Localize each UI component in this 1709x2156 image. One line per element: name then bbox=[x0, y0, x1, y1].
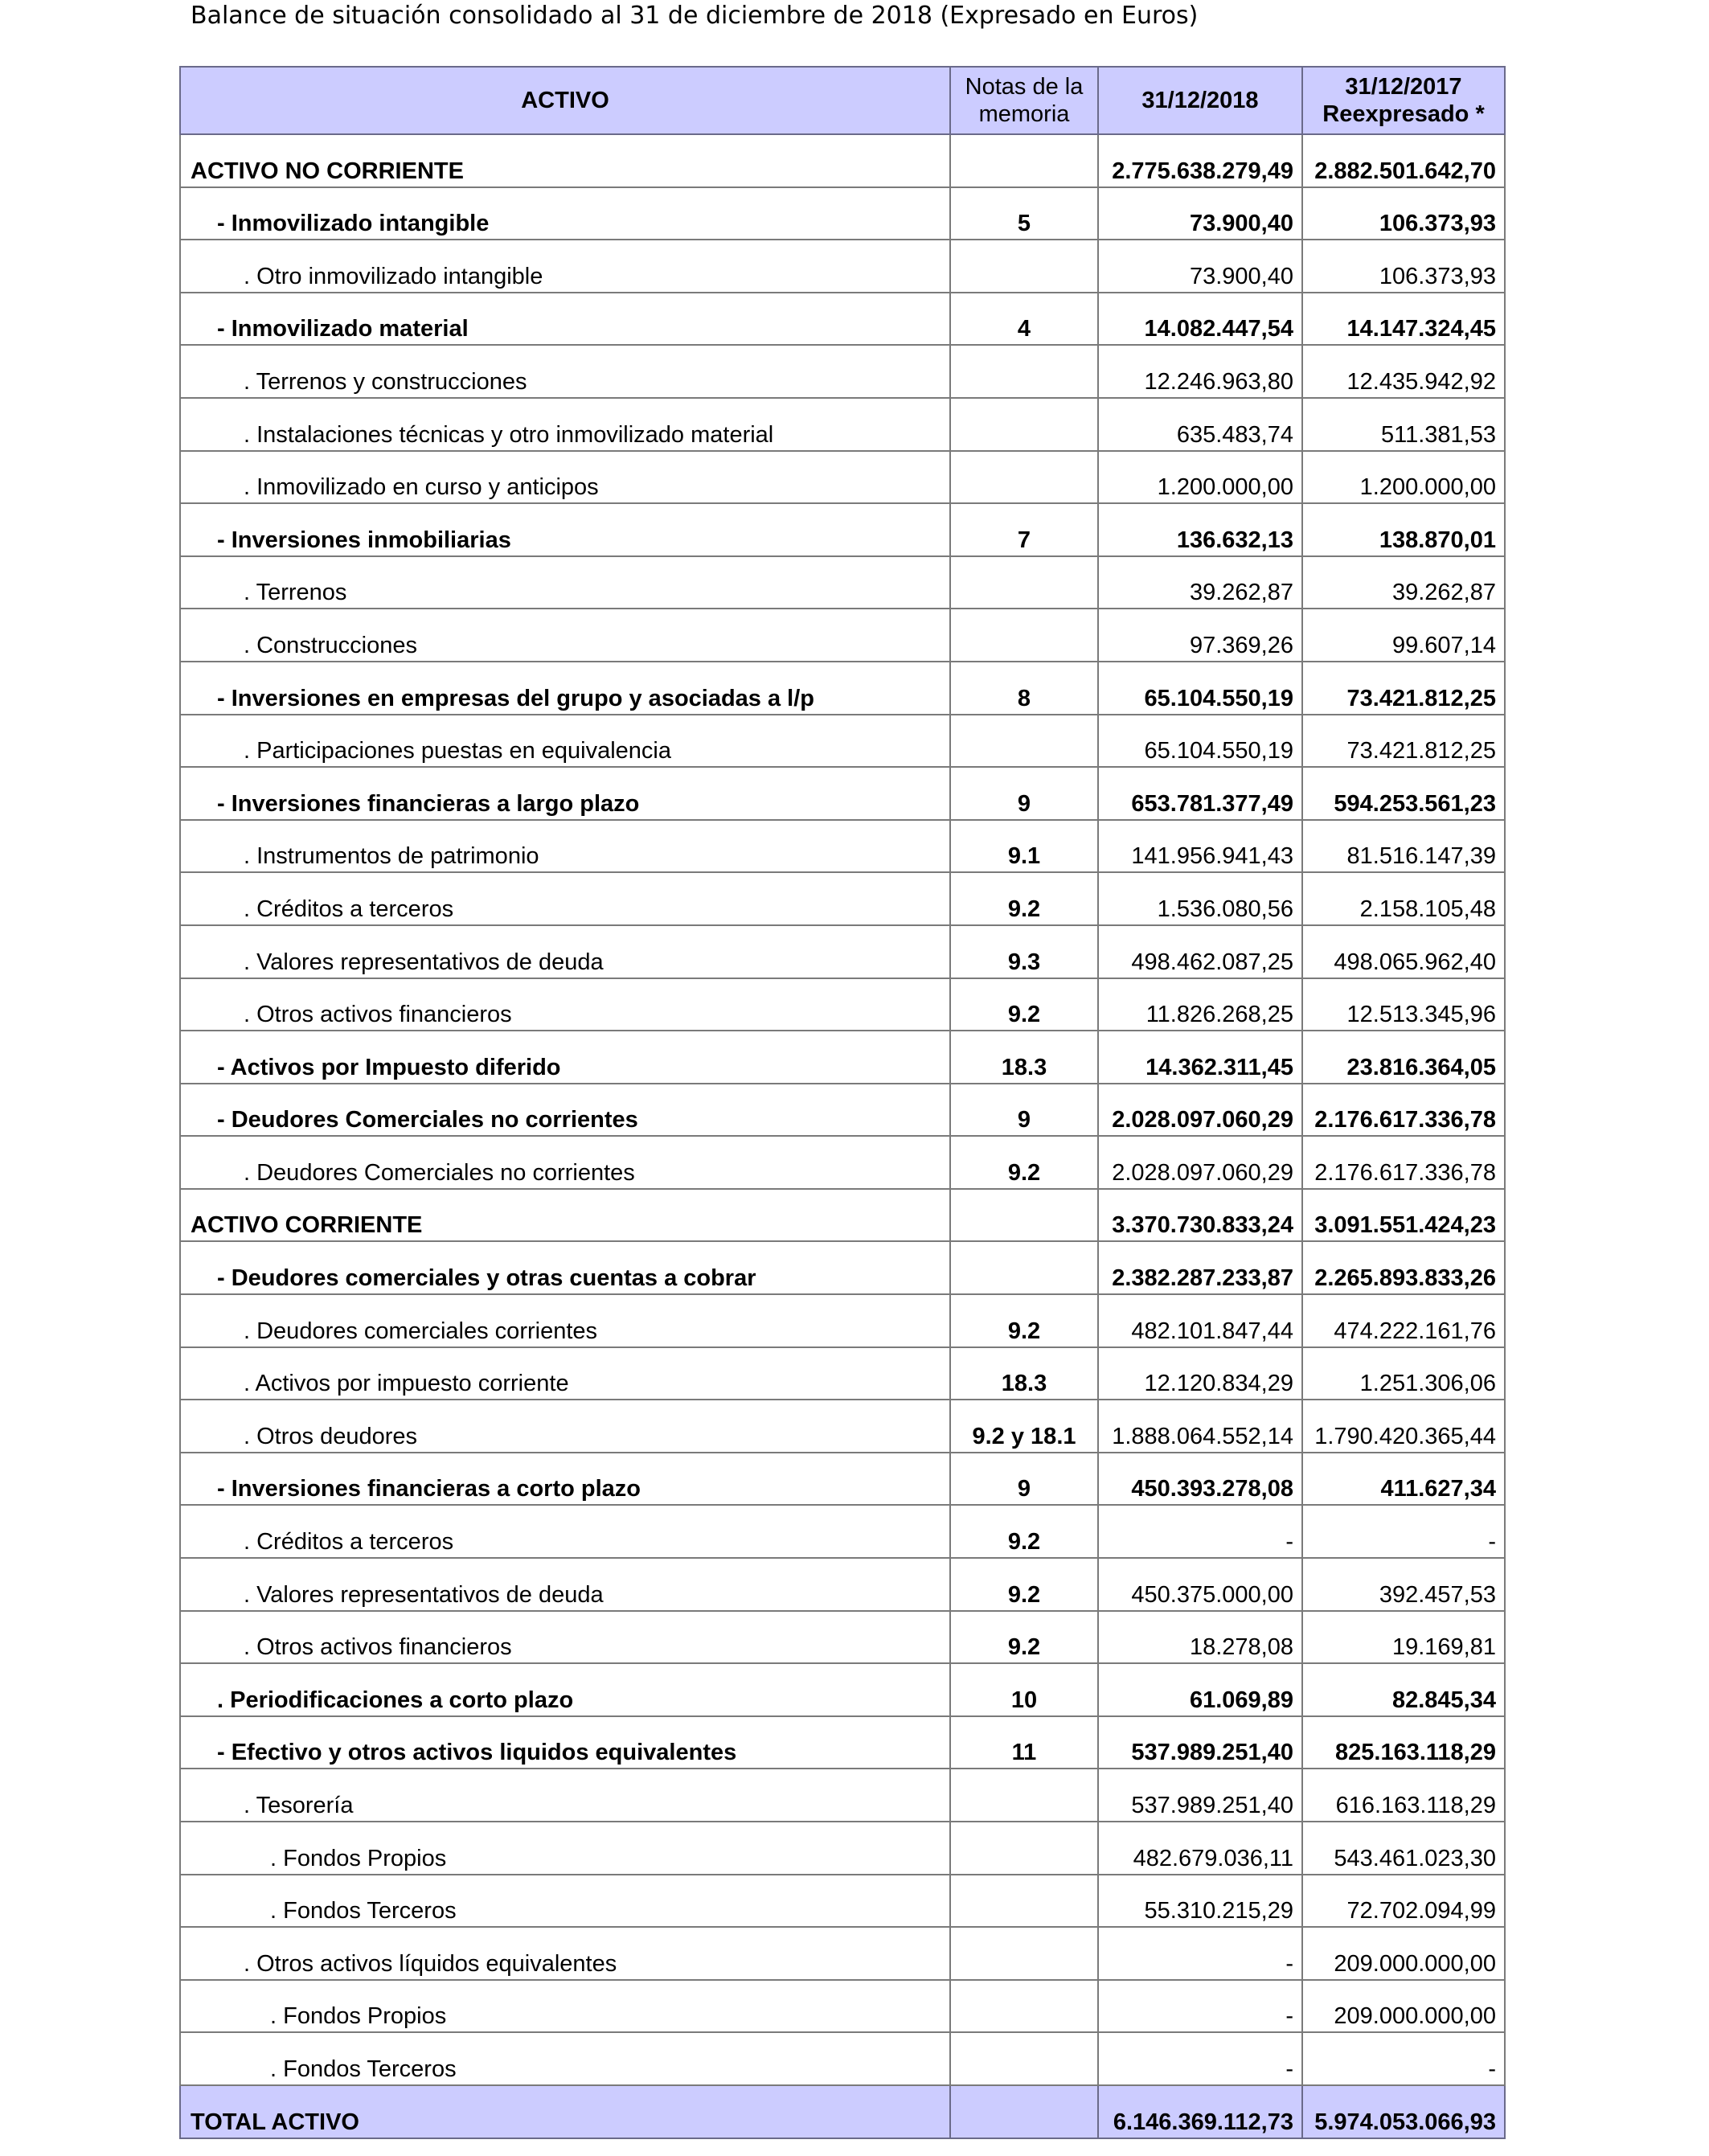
row-notes: 9 bbox=[950, 1453, 1098, 1506]
row-value-2018: 2.028.097.060,29 bbox=[1098, 1084, 1302, 1137]
row-value-2018: - bbox=[1098, 1505, 1302, 1558]
row-notes bbox=[950, 134, 1098, 187]
table-row bbox=[180, 240, 1505, 293]
row-notes: 11 bbox=[950, 1716, 1098, 1769]
col-header-notas bbox=[950, 67, 1098, 134]
row-value-2017: 99.607,14 bbox=[1302, 609, 1505, 662]
row-value-2017: - bbox=[1302, 1505, 1505, 1558]
row-notes: 9.2 y 18.1 bbox=[950, 1400, 1098, 1453]
table-row bbox=[180, 451, 1505, 504]
table-row bbox=[180, 1769, 1505, 1822]
row-value-2017: 23.816.364,05 bbox=[1302, 1031, 1505, 1084]
row-notes bbox=[950, 609, 1098, 662]
row-notes: 7 bbox=[950, 503, 1098, 556]
row-label: . Participaciones puestas en equivalencia bbox=[180, 715, 950, 768]
row-value-2018: 498.462.087,25 bbox=[1098, 925, 1302, 978]
row-value-2018: 39.262,87 bbox=[1098, 556, 1302, 609]
col-header-notas-line2: memoria bbox=[978, 101, 1070, 127]
table-row bbox=[180, 1241, 1505, 1294]
row-notes: 9.2 bbox=[950, 1136, 1098, 1189]
row-label: - Inversiones inmobiliarias bbox=[180, 503, 950, 556]
row-value-2017: 14.147.324,45 bbox=[1302, 293, 1505, 346]
table-row bbox=[180, 1189, 1505, 1242]
row-notes: 9 bbox=[950, 1084, 1098, 1137]
row-value-2018: 2.382.287.233,87 bbox=[1098, 1241, 1302, 1294]
row-label: . Otros activos financieros bbox=[180, 1611, 950, 1664]
row-value-2017: 543.461.023,30 bbox=[1302, 1822, 1505, 1875]
row-value-2017: 19.169,81 bbox=[1302, 1611, 1505, 1664]
row-label: . Fondos Propios bbox=[180, 1980, 950, 2033]
row-value-2018: 141.956.941,43 bbox=[1098, 820, 1302, 873]
row-label: . Construcciones bbox=[180, 609, 950, 662]
row-value-2018: 1.200.000,00 bbox=[1098, 451, 1302, 504]
row-label: . Tesorería bbox=[180, 1769, 950, 1822]
row-label: . Instalaciones técnicas y otro inmovilizado material bbox=[180, 398, 950, 451]
row-value-2017: 2.158.105,48 bbox=[1302, 872, 1505, 925]
row-value-2017: 392.457,53 bbox=[1302, 1558, 1505, 1611]
row-value-2017: 1.790.420.365,44 bbox=[1302, 1400, 1505, 1453]
total-notes bbox=[950, 2085, 1098, 2138]
row-notes: 9.2 bbox=[950, 978, 1098, 1031]
row-value-2017: 2.882.501.642,70 bbox=[1302, 134, 1505, 187]
row-label: - Inmovilizado material bbox=[180, 293, 950, 346]
row-value-2017: 2.265.893.833,26 bbox=[1302, 1241, 1505, 1294]
row-value-2018: 635.483,74 bbox=[1098, 398, 1302, 451]
row-value-2017: 616.163.118,29 bbox=[1302, 1769, 1505, 1822]
row-notes: 9.2 bbox=[950, 872, 1098, 925]
row-value-2018: - bbox=[1098, 1927, 1302, 1980]
table-row bbox=[180, 872, 1505, 925]
row-notes bbox=[950, 2032, 1098, 2085]
table-row bbox=[180, 398, 1505, 451]
row-notes: 9.2 bbox=[950, 1505, 1098, 1558]
row-value-2017: 474.222.161,76 bbox=[1302, 1294, 1505, 1347]
col-header-2018: 31/12/2018 bbox=[1098, 67, 1302, 134]
row-value-2017: 1.200.000,00 bbox=[1302, 451, 1505, 504]
row-notes: 9.2 bbox=[950, 1294, 1098, 1347]
table-row bbox=[180, 609, 1505, 662]
row-value-2018: 1.888.064.552,14 bbox=[1098, 1400, 1302, 1453]
row-notes bbox=[950, 1927, 1098, 1980]
row-label: . Otros activos financieros bbox=[180, 978, 950, 1031]
row-label: - Efectivo y otros activos liquidos equivalentes bbox=[180, 1716, 950, 1769]
table-row bbox=[180, 978, 1505, 1031]
row-value-2017: 498.065.962,40 bbox=[1302, 925, 1505, 978]
row-notes bbox=[950, 1875, 1098, 1928]
row-value-2018: 537.989.251,40 bbox=[1098, 1716, 1302, 1769]
row-notes: 9 bbox=[950, 767, 1098, 820]
row-value-2018: 61.069,89 bbox=[1098, 1663, 1302, 1716]
row-value-2017: 1.251.306,06 bbox=[1302, 1347, 1505, 1400]
table-row bbox=[180, 662, 1505, 715]
row-label: . Otro inmovilizado intangible bbox=[180, 240, 950, 293]
row-value-2018: 14.082.447,54 bbox=[1098, 293, 1302, 346]
col-header-2017-line2: Reexpresado * bbox=[1322, 101, 1485, 127]
total-row bbox=[180, 2085, 1505, 2138]
row-value-2018: 65.104.550,19 bbox=[1098, 715, 1302, 768]
table-row bbox=[180, 1084, 1505, 1137]
row-value-2018: 73.900,40 bbox=[1098, 240, 1302, 293]
row-value-2018: 14.362.311,45 bbox=[1098, 1031, 1302, 1084]
row-label: - Inversiones financieras a largo plazo bbox=[180, 767, 950, 820]
table-body bbox=[180, 134, 1505, 2138]
row-label: . Valores representativos de deuda bbox=[180, 1558, 950, 1611]
row-label: . Fondos Terceros bbox=[180, 2032, 950, 2085]
row-notes: 18.3 bbox=[950, 1347, 1098, 1400]
table-row bbox=[180, 187, 1505, 240]
table-row bbox=[180, 1558, 1505, 1611]
row-value-2018: 11.826.268,25 bbox=[1098, 978, 1302, 1031]
table-row bbox=[180, 2032, 1505, 2085]
row-label: - Deudores comerciales y otras cuentas a cobrar bbox=[180, 1241, 950, 1294]
row-label: . Activos por impuesto corriente bbox=[180, 1347, 950, 1400]
row-value-2017: 825.163.118,29 bbox=[1302, 1716, 1505, 1769]
row-label: - Activos por Impuesto diferido bbox=[180, 1031, 950, 1084]
table-row bbox=[180, 1294, 1505, 1347]
table-row bbox=[180, 1875, 1505, 1928]
table-row bbox=[180, 1031, 1505, 1084]
row-notes bbox=[950, 345, 1098, 398]
table-row bbox=[180, 1611, 1505, 1664]
row-notes bbox=[950, 1769, 1098, 1822]
col-header-2017-line1: 31/12/2017 bbox=[1345, 74, 1462, 100]
table-row bbox=[180, 820, 1505, 873]
row-notes: 10 bbox=[950, 1663, 1098, 1716]
row-value-2018: 537.989.251,40 bbox=[1098, 1769, 1302, 1822]
row-notes bbox=[950, 398, 1098, 451]
row-value-2018: 1.536.080,56 bbox=[1098, 872, 1302, 925]
row-label: . Terrenos bbox=[180, 556, 950, 609]
row-label: . Créditos a terceros bbox=[180, 872, 950, 925]
row-label: . Instrumentos de patrimonio bbox=[180, 820, 950, 873]
table-header bbox=[180, 67, 1505, 134]
row-value-2018: 653.781.377,49 bbox=[1098, 767, 1302, 820]
table-row bbox=[180, 1927, 1505, 1980]
row-value-2018: 55.310.215,29 bbox=[1098, 1875, 1302, 1928]
row-value-2017: 209.000.000,00 bbox=[1302, 1980, 1505, 2033]
row-label: . Deudores comerciales corrientes bbox=[180, 1294, 950, 1347]
row-notes: 9.3 bbox=[950, 925, 1098, 978]
table-row bbox=[180, 1663, 1505, 1716]
row-value-2017: 39.262,87 bbox=[1302, 556, 1505, 609]
row-label: . Créditos a terceros bbox=[180, 1505, 950, 1558]
row-label: . Terrenos y construcciones bbox=[180, 345, 950, 398]
row-notes: 9.1 bbox=[950, 820, 1098, 873]
row-notes bbox=[950, 556, 1098, 609]
table-row bbox=[180, 1136, 1505, 1189]
table-row bbox=[180, 1716, 1505, 1769]
header-row bbox=[180, 67, 1505, 134]
row-notes bbox=[950, 715, 1098, 768]
row-value-2017: 12.513.345,96 bbox=[1302, 978, 1505, 1031]
total-value-2018: 6.146.369.112,73 bbox=[1098, 2085, 1302, 2138]
total-value-2017: 5.974.053.066,93 bbox=[1302, 2085, 1505, 2138]
row-value-2017: 594.253.561,23 bbox=[1302, 767, 1505, 820]
table-row bbox=[180, 1980, 1505, 2033]
table-row bbox=[180, 1505, 1505, 1558]
row-label: . Deudores Comerciales no corrientes bbox=[180, 1136, 950, 1189]
row-value-2018: 97.369,26 bbox=[1098, 609, 1302, 662]
table-row bbox=[180, 767, 1505, 820]
row-value-2017: - bbox=[1302, 2032, 1505, 2085]
row-label: - Deudores Comerciales no corrientes bbox=[180, 1084, 950, 1137]
row-value-2017: 73.421.812,25 bbox=[1302, 715, 1505, 768]
row-value-2017: 3.091.551.424,23 bbox=[1302, 1189, 1505, 1242]
table-row bbox=[180, 925, 1505, 978]
table-row bbox=[180, 1347, 1505, 1400]
row-value-2018: 65.104.550,19 bbox=[1098, 662, 1302, 715]
table-row bbox=[180, 1400, 1505, 1453]
row-notes bbox=[950, 240, 1098, 293]
row-notes: 9.2 bbox=[950, 1558, 1098, 1611]
row-value-2017: 2.176.617.336,78 bbox=[1302, 1084, 1505, 1137]
row-value-2017: 72.702.094,99 bbox=[1302, 1875, 1505, 1928]
row-label: ACTIVO NO CORRIENTE bbox=[180, 134, 950, 187]
row-notes bbox=[950, 451, 1098, 504]
row-value-2018: 73.900,40 bbox=[1098, 187, 1302, 240]
col-header-notas-line1: Notas de la bbox=[965, 74, 1084, 100]
row-label: . Valores representativos de deuda bbox=[180, 925, 950, 978]
row-value-2017: 106.373,93 bbox=[1302, 240, 1505, 293]
row-value-2018: - bbox=[1098, 2032, 1302, 2085]
row-label: ACTIVO CORRIENTE bbox=[180, 1189, 950, 1242]
row-value-2017: 209.000.000,00 bbox=[1302, 1927, 1505, 1980]
row-value-2017: 511.381,53 bbox=[1302, 398, 1505, 451]
row-value-2017: 81.516.147,39 bbox=[1302, 820, 1505, 873]
row-value-2018: 450.375.000,00 bbox=[1098, 1558, 1302, 1611]
table-row bbox=[180, 293, 1505, 346]
row-label: - Inversiones en empresas del grupo y asociadas a l/p bbox=[180, 662, 950, 715]
row-notes: 9.2 bbox=[950, 1611, 1098, 1664]
row-notes bbox=[950, 1241, 1098, 1294]
row-value-2018: - bbox=[1098, 1980, 1302, 2033]
row-value-2018: 18.278,08 bbox=[1098, 1611, 1302, 1664]
row-value-2018: 482.679.036,11 bbox=[1098, 1822, 1302, 1875]
row-label: . Otros activos líquidos equivalentes bbox=[180, 1927, 950, 1980]
row-label: . Periodificaciones a corto plazo bbox=[180, 1663, 950, 1716]
row-notes bbox=[950, 1822, 1098, 1875]
row-notes bbox=[950, 1189, 1098, 1242]
row-value-2018: 2.775.638.279,49 bbox=[1098, 134, 1302, 187]
row-value-2018: 2.028.097.060,29 bbox=[1098, 1136, 1302, 1189]
row-value-2017: 106.373,93 bbox=[1302, 187, 1505, 240]
row-value-2018: 12.246.963,80 bbox=[1098, 345, 1302, 398]
row-value-2018: 3.370.730.833,24 bbox=[1098, 1189, 1302, 1242]
row-label: . Fondos Terceros bbox=[180, 1875, 950, 1928]
table-row bbox=[180, 134, 1505, 187]
row-value-2017: 82.845,34 bbox=[1302, 1663, 1505, 1716]
col-header-2017 bbox=[1302, 67, 1505, 134]
balance-sheet-table bbox=[179, 66, 1506, 2139]
page-title: Balance de situación consolidado al 31 de diciembre de 2018 (Expresado en Euros) bbox=[191, 2, 1199, 30]
row-notes bbox=[950, 1980, 1098, 2033]
row-value-2018: 482.101.847,44 bbox=[1098, 1294, 1302, 1347]
col-header-activo: ACTIVO bbox=[180, 67, 950, 134]
table-row bbox=[180, 345, 1505, 398]
row-label: . Fondos Propios bbox=[180, 1822, 950, 1875]
table-row bbox=[180, 1453, 1505, 1506]
table-row bbox=[180, 556, 1505, 609]
table-row bbox=[180, 1822, 1505, 1875]
row-value-2017: 2.176.617.336,78 bbox=[1302, 1136, 1505, 1189]
row-value-2017: 12.435.942,92 bbox=[1302, 345, 1505, 398]
row-value-2018: 450.393.278,08 bbox=[1098, 1453, 1302, 1506]
row-notes: 5 bbox=[950, 187, 1098, 240]
row-label: - Inversiones financieras a corto plazo bbox=[180, 1453, 950, 1506]
row-value-2017: 411.627,34 bbox=[1302, 1453, 1505, 1506]
row-notes: 18.3 bbox=[950, 1031, 1098, 1084]
row-label: . Inmovilizado en curso y anticipos bbox=[180, 451, 950, 504]
row-label: . Otros deudores bbox=[180, 1400, 950, 1453]
table-row bbox=[180, 503, 1505, 556]
row-value-2018: 136.632,13 bbox=[1098, 503, 1302, 556]
row-value-2018: 12.120.834,29 bbox=[1098, 1347, 1302, 1400]
row-value-2017: 138.870,01 bbox=[1302, 503, 1505, 556]
row-value-2017: 73.421.812,25 bbox=[1302, 662, 1505, 715]
row-label: - Inmovilizado intangible bbox=[180, 187, 950, 240]
table-row bbox=[180, 715, 1505, 768]
total-label: TOTAL ACTIVO bbox=[180, 2085, 950, 2138]
row-notes: 8 bbox=[950, 662, 1098, 715]
row-notes: 4 bbox=[950, 293, 1098, 346]
